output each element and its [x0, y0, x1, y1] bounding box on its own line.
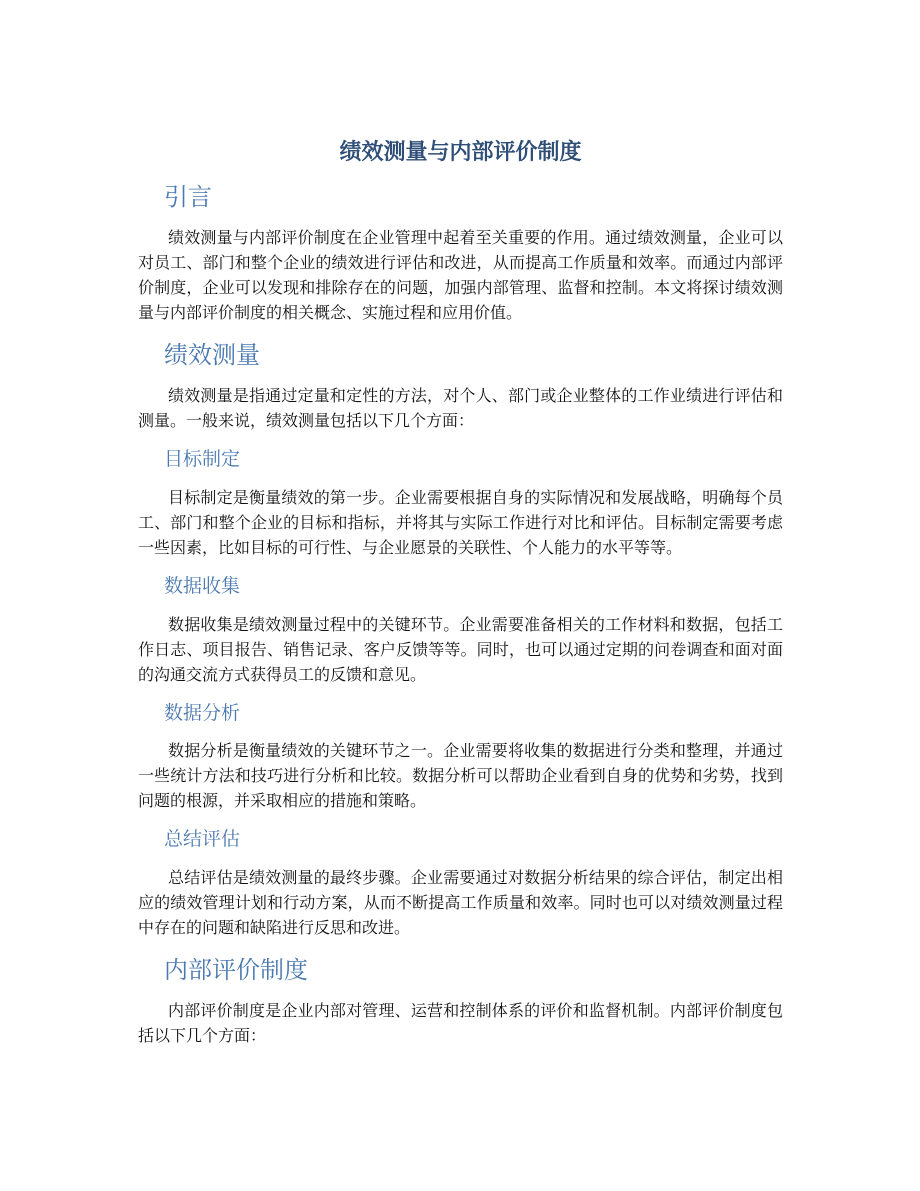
- subsection-goal-setting: [138, 447, 783, 560]
- subsection-data-collection: [138, 574, 783, 687]
- paragraph-performance-measurement: 绩效测量是指通过定量和定性的方法，对个人、部门或企业整体的工作业绩进行评估和测量。一般来说，绩效测量包括以下几个方面：: [138, 386, 783, 431]
- section-heading-internal-evaluation: 内部评价制度: [164, 955, 308, 984]
- subsection-data-analysis: [138, 701, 783, 814]
- paragraph-summary-evaluation: 总结评估是绩效测量的最终步骤。企业需要通过对数据分析结果的综合评估，制定出相应的绩效管理计划和行动方案，从而不断提高工作质量和效率。同时也可以对绩效测量过程中存在的问题和缺陷进行反思和改进。: [138, 867, 783, 937]
- subsection-summary-evaluation: [138, 827, 783, 940]
- section-heading-performance-measurement: 绩效测量: [164, 340, 260, 369]
- paragraph-internal-evaluation: 内部评价制度是企业内部对管理、运营和控制体系的评价和监督机制。内部评价制度包括以下几个方面：: [138, 1001, 783, 1046]
- subsection-heading-summary-evaluation: 总结评估: [164, 828, 241, 851]
- document-title: 绩效测量与内部评价制度: [339, 139, 582, 165]
- subsection-heading-goal-setting: 目标制定: [164, 448, 241, 471]
- document-page: [138, 138, 783, 1062]
- section-performance-measurement: [138, 339, 783, 940]
- subsection-heading-data-collection: 数据收集: [164, 575, 241, 598]
- section-heading-introduction: 引言: [164, 182, 212, 211]
- paragraph-goal-setting: 目标制定是衡量绩效的第一步。企业需要根据自身的实际情况和发展战略，明确每个员工、部门和整个企业的目标和指标，并将其与实际工作进行对比和评估。目标制定需要考虑一些因素，比如目标的可行性、与企业愿景的关联性、个人能力的水平等等。: [138, 488, 783, 558]
- paragraph-data-analysis: 数据分析是衡量绩效的关键环节之一。企业需要将收集的数据进行分类和整理，并通过一些统计方法和技巧进行分析和比较。数据分析可以帮助企业看到自身的优势和劣势，找到问题的根源，并采取相应的措施和策略。: [138, 741, 783, 811]
- section-introduction: [138, 181, 783, 325]
- section-internal-evaluation: [138, 954, 783, 1048]
- paragraph-introduction: 绩效测量与内部评价制度在企业管理中起着至关重要的作用。通过绩效测量，企业可以对员工、部门和整个企业的绩效进行评估和改进，从而提高工作质量和效率。而通过内部评价制度，企业可以发现和排除存在的问题，加强内部管理、监督和控制。本文将探讨绩效测量与内部评价制度的相关概念、实施过程和应用价值。: [138, 227, 783, 322]
- subsection-heading-data-analysis: 数据分析: [164, 701, 241, 724]
- paragraph-data-collection: 数据收集是绩效测量过程中的关键环节。企业需要准备相关的工作材料和数据，包括工作日志、项目报告、销售记录、客户反馈等等。同时，也可以通过定期的问卷调查和面对面的沟通交流方式获得员工的反馈和意见。: [138, 614, 783, 684]
